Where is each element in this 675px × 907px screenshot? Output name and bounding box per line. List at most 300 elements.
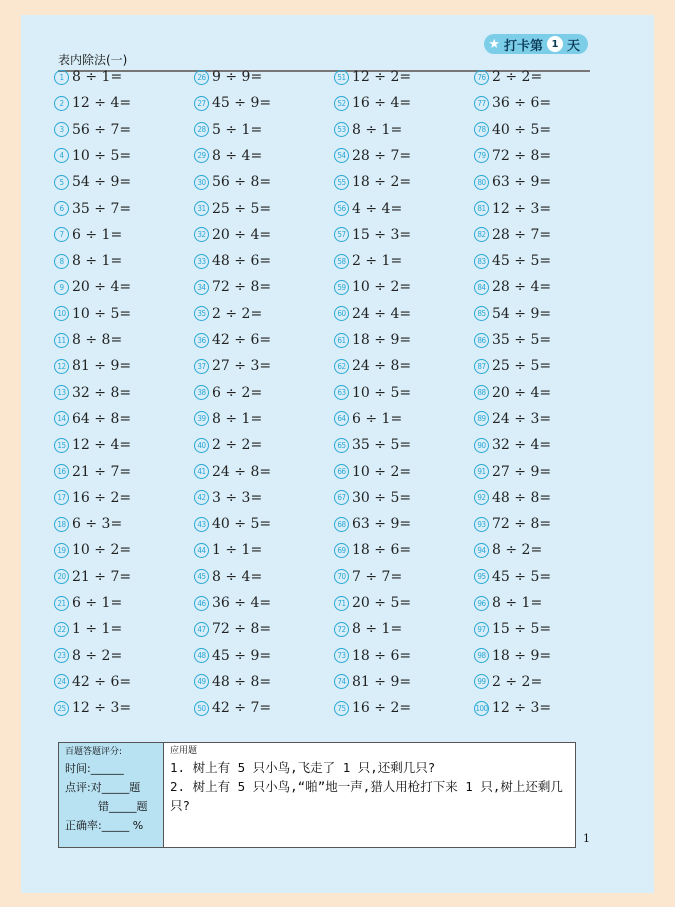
problem-number-circle: 54: [334, 148, 349, 163]
problem-number-circle: 74: [334, 674, 349, 689]
problem-number-circle: 39: [194, 411, 209, 426]
problem-expression: 2 ÷ 2=: [212, 437, 263, 454]
problem-item: [194, 593, 271, 613]
problem-expression: 18 ÷ 9=: [492, 647, 552, 664]
problem-expression: 63 ÷ 9=: [352, 516, 412, 533]
problem-expression: 2 ÷ 2=: [492, 69, 543, 85]
problem-item: [474, 67, 542, 87]
problem-expression: 6 ÷ 1=: [72, 595, 123, 611]
problem-item: [54, 435, 131, 455]
problem-item: [54, 330, 122, 350]
problem-number-circle: 77: [474, 96, 489, 111]
problem-expression: 42 ÷ 7=: [212, 700, 272, 717]
problem-number-circle: 88: [474, 385, 489, 400]
problem-item: [194, 567, 262, 587]
problem-number-circle: 97: [474, 622, 489, 637]
problem-item: [334, 462, 411, 482]
problem-number-circle: 72: [334, 622, 349, 637]
problem-expression: 6 ÷ 1=: [72, 226, 123, 243]
problem-item: [194, 383, 262, 403]
problem-expression: 45 ÷ 5=: [492, 253, 552, 270]
problem-expression: 32 ÷ 4=: [492, 437, 552, 454]
score-box: [59, 743, 164, 847]
problem-expression: 8 ÷ 4=: [212, 147, 263, 164]
problem-item: [334, 277, 411, 297]
problem-number-circle: 6: [54, 201, 69, 216]
problem-expression: 6 ÷ 1=: [352, 410, 403, 427]
problem-item: [334, 304, 411, 324]
problem-item: [334, 172, 411, 192]
problem-item: [334, 567, 402, 587]
problem-item: [334, 120, 402, 140]
problem-item: [194, 672, 271, 692]
problem-number-circle: 11: [54, 333, 69, 348]
problem-expression: 20 ÷ 5=: [352, 595, 412, 611]
problem-expression: 3 ÷ 3=: [212, 489, 263, 506]
problem-expression: 42 ÷ 6=: [212, 332, 272, 348]
problem-item: [474, 462, 551, 482]
problem-number-circle: 63: [334, 385, 349, 400]
problem-expression: 45 ÷ 9=: [212, 95, 272, 112]
problem-expression: 4 ÷ 4=: [352, 200, 403, 217]
problem-number-circle: 81: [474, 201, 489, 216]
problem-expression: 2 ÷ 2=: [212, 305, 263, 322]
problem-expression: 72 ÷ 8=: [212, 621, 272, 638]
problem-number-circle: 22: [54, 622, 69, 637]
problem-item: [54, 120, 131, 140]
problem-expression: 24 ÷ 3=: [492, 410, 552, 427]
problem-expression: 63 ÷ 9=: [492, 174, 552, 191]
badge-suffix: 天: [566, 38, 580, 54]
problem-item: [54, 593, 122, 613]
question-2: 2. 树上有 5 只小鸟,“啪”地一声,猎人用枪打下来 1 只,树上还剩几只?: [170, 779, 563, 813]
problem-number-circle: 38: [194, 385, 209, 400]
problem-item: [474, 488, 551, 508]
problem-number-circle: 91: [474, 464, 489, 479]
problem-expression: 18 ÷ 6=: [352, 647, 412, 664]
problem-item: [194, 67, 262, 87]
problem-number-circle: 52: [334, 96, 349, 111]
problem-grid: [54, 67, 594, 727]
problem-item: [474, 120, 551, 140]
problem-number-circle: 15: [54, 438, 69, 453]
problem-expression: 21 ÷ 7=: [72, 463, 132, 480]
problem-number-circle: 68: [334, 517, 349, 532]
problem-item: [334, 409, 402, 429]
problem-expression: 12 ÷ 2=: [352, 69, 412, 85]
problem-number-circle: 51: [334, 70, 349, 85]
time-field: 时间:______: [65, 762, 124, 775]
problem-item: [474, 225, 551, 245]
problem-expression: 8 ÷ 2=: [492, 542, 543, 559]
problem-expression: 8 ÷ 4=: [212, 568, 263, 585]
problem-number-circle: 67: [334, 490, 349, 505]
problem-number-circle: 40: [194, 438, 209, 453]
problem-item: [474, 567, 551, 587]
problem-item: [474, 540, 542, 560]
problem-number-circle: 89: [474, 411, 489, 426]
problem-number-circle: 42: [194, 490, 209, 505]
problem-expression: 2 ÷ 2=: [492, 673, 543, 690]
problem-item: [54, 488, 131, 508]
problem-number-circle: 10: [54, 306, 69, 321]
problem-item: [54, 251, 122, 271]
problem-expression: 48 ÷ 8=: [492, 489, 552, 506]
problem-number-circle: 14: [54, 411, 69, 426]
problem-expression: 72 ÷ 8=: [492, 516, 552, 533]
problem-number-circle: 66: [334, 464, 349, 479]
wrong-field: 错_____题: [98, 800, 148, 813]
problem-expression: 8 ÷ 1=: [72, 253, 123, 270]
problem-expression: 30 ÷ 5=: [352, 489, 412, 506]
problem-item: [334, 199, 402, 219]
page-title: 表内除法(一): [58, 53, 128, 67]
problem-item: [54, 672, 131, 692]
problem-expression: 10 ÷ 2=: [352, 279, 412, 296]
problem-expression: 8 ÷ 1=: [352, 121, 403, 138]
problem-expression: 40 ÷ 5=: [212, 516, 272, 533]
problem-number-circle: 3: [54, 122, 69, 137]
problem-number-circle: 49: [194, 674, 209, 689]
problem-item: [334, 540, 411, 560]
problem-item: [54, 356, 131, 376]
problem-number-circle: 36: [194, 333, 209, 348]
problem-number-circle: 24: [54, 674, 69, 689]
problem-item: [334, 67, 411, 87]
problem-expression: 16 ÷ 2=: [352, 700, 412, 717]
problem-expression: 20 ÷ 4=: [492, 384, 552, 401]
problem-item: [194, 356, 271, 376]
problem-number-circle: 12: [54, 359, 69, 374]
problem-number-circle: 55: [334, 175, 349, 190]
problem-expression: 2 ÷ 1=: [352, 253, 403, 270]
question-1: 1. 树上有 5 只小鸟,飞走了 1 只,还剩几只?: [170, 760, 436, 775]
problem-expression: 35 ÷ 7=: [72, 200, 132, 217]
problem-number-circle: 45: [194, 569, 209, 584]
problem-expression: 8 ÷ 1=: [212, 410, 263, 427]
problem-number-circle: 99: [474, 674, 489, 689]
problem-expression: 24 ÷ 4=: [352, 305, 412, 322]
problem-item: [474, 619, 551, 639]
problem-item: [54, 646, 122, 666]
problem-number-circle: 84: [474, 280, 489, 295]
problem-item: [474, 330, 551, 350]
problem-item: [194, 146, 262, 166]
problem-expression: 10 ÷ 2=: [72, 542, 132, 559]
problem-expression: 54 ÷ 9=: [492, 305, 552, 322]
problem-item: [334, 672, 411, 692]
problem-number-circle: 48: [194, 648, 209, 663]
problem-number-circle: 58: [334, 254, 349, 269]
problem-expression: 6 ÷ 3=: [72, 516, 123, 533]
problem-expression: 81 ÷ 9=: [352, 673, 412, 690]
problem-expression: 20 ÷ 4=: [212, 226, 272, 243]
problem-item: [194, 199, 271, 219]
application-heading: 应用题: [170, 746, 198, 756]
problem-expression: 18 ÷ 2=: [352, 174, 412, 191]
problem-number-circle: 33: [194, 254, 209, 269]
problem-number-circle: 79: [474, 148, 489, 163]
problem-number-circle: 56: [334, 201, 349, 216]
problem-item: [334, 646, 411, 666]
problem-item: [474, 199, 551, 219]
problem-number-circle: 32: [194, 227, 209, 242]
problem-expression: 8 ÷ 1=: [492, 595, 543, 611]
problem-expression: 15 ÷ 5=: [492, 621, 552, 638]
problem-item: [474, 435, 551, 455]
problem-number-circle: 83: [474, 254, 489, 269]
problem-number-circle: 27: [194, 96, 209, 111]
problem-number-circle: 90: [474, 438, 489, 453]
problem-item: [194, 172, 271, 192]
problem-number-circle: 62: [334, 359, 349, 374]
problem-expression: 6 ÷ 2=: [212, 384, 263, 401]
problem-number-circle: 44: [194, 543, 209, 558]
problem-number-circle: 80: [474, 175, 489, 190]
problem-item: [474, 383, 551, 403]
problem-item: [334, 698, 411, 718]
problem-expression: 12 ÷ 3=: [72, 700, 132, 717]
problem-number-circle: 1: [54, 70, 69, 85]
checkin-badge: [484, 34, 588, 54]
problem-number-circle: 59: [334, 280, 349, 295]
problem-item: [334, 330, 411, 350]
problem-expression: 16 ÷ 2=: [72, 489, 132, 506]
problem-item: [194, 619, 271, 639]
problem-expression: 72 ÷ 8=: [212, 279, 272, 296]
problem-expression: 35 ÷ 5=: [492, 332, 552, 348]
problem-expression: 56 ÷ 8=: [212, 174, 272, 191]
problem-item: [54, 199, 131, 219]
problem-expression: 25 ÷ 5=: [492, 358, 552, 375]
problem-number-circle: 30: [194, 175, 209, 190]
problem-item: [334, 488, 411, 508]
problem-expression: 12 ÷ 4=: [72, 95, 132, 112]
problem-item: [334, 593, 411, 613]
problem-number-circle: 26: [194, 70, 209, 85]
problem-item: [54, 383, 131, 403]
problem-item: [474, 146, 551, 166]
problem-item: [474, 93, 551, 113]
problem-expression: 1 ÷ 1=: [212, 542, 263, 559]
problem-number-circle: 93: [474, 517, 489, 532]
problem-item: [54, 567, 131, 587]
problem-number-circle: 50: [194, 701, 209, 716]
problem-number-circle: 2: [54, 96, 69, 111]
score-heading: 百题答题评分:: [65, 747, 123, 757]
problem-item: [334, 356, 411, 376]
problem-item: [474, 251, 551, 271]
problem-number-circle: 64: [334, 411, 349, 426]
problem-item: [194, 304, 262, 324]
problem-expression: 81 ÷ 9=: [72, 358, 132, 375]
problem-expression: 10 ÷ 5=: [72, 147, 132, 164]
problem-number-circle: 82: [474, 227, 489, 242]
problem-expression: 45 ÷ 9=: [212, 647, 272, 664]
problem-number-circle: 95: [474, 569, 489, 584]
problem-item: [474, 672, 542, 692]
problem-item: [194, 540, 262, 560]
problem-expression: 24 ÷ 8=: [212, 463, 272, 480]
problem-number-circle: 60: [334, 306, 349, 321]
problem-expression: 8 ÷ 8=: [72, 332, 123, 348]
problem-expression: 10 ÷ 5=: [352, 384, 412, 401]
problem-item: [334, 225, 411, 245]
problem-item: [54, 277, 131, 297]
star-icon: ★: [488, 36, 500, 52]
problem-item: [54, 462, 131, 482]
problem-item: [194, 435, 262, 455]
problem-item: [474, 172, 551, 192]
problem-number-circle: 21: [54, 596, 69, 611]
problem-expression: 1 ÷ 1=: [72, 621, 123, 638]
problem-item: [54, 409, 131, 429]
problem-item: [334, 146, 411, 166]
problem-number-circle: 100: [474, 701, 489, 716]
problem-expression: 45 ÷ 5=: [492, 568, 552, 585]
problem-number-circle: 5: [54, 175, 69, 190]
problem-item: [194, 93, 271, 113]
problem-expression: 28 ÷ 4=: [492, 279, 552, 296]
problem-number-circle: 8: [54, 254, 69, 269]
problem-item: [54, 304, 131, 324]
problem-expression: 15 ÷ 3=: [352, 226, 412, 243]
problem-number-circle: 76: [474, 70, 489, 85]
problem-expression: 27 ÷ 9=: [492, 463, 552, 480]
problem-expression: 7 ÷ 7=: [352, 568, 403, 585]
problem-expression: 40 ÷ 5=: [492, 121, 552, 138]
problem-item: [474, 646, 551, 666]
day-number: 1: [547, 36, 563, 52]
problem-item: [194, 277, 271, 297]
problem-item: [54, 540, 131, 560]
problem-expression: 9 ÷ 9=: [212, 69, 263, 85]
problem-item: [474, 409, 551, 429]
problem-item: [194, 462, 271, 482]
problem-number-circle: 29: [194, 148, 209, 163]
problem-number-circle: 41: [194, 464, 209, 479]
problem-number-circle: 96: [474, 596, 489, 611]
problem-expression: 64 ÷ 8=: [72, 410, 132, 427]
problem-item: [54, 93, 131, 113]
problem-expression: 35 ÷ 5=: [352, 437, 412, 454]
problem-number-circle: 75: [334, 701, 349, 716]
problem-number-circle: 25: [54, 701, 69, 716]
problem-number-circle: 46: [194, 596, 209, 611]
problem-number-circle: 86: [474, 333, 489, 348]
problem-item: [474, 277, 551, 297]
problem-number-circle: 20: [54, 569, 69, 584]
problem-number-circle: 53: [334, 122, 349, 137]
problem-number-circle: 17: [54, 490, 69, 505]
problem-number-circle: 73: [334, 648, 349, 663]
problem-expression: 8 ÷ 1=: [72, 69, 123, 85]
problem-number-circle: 87: [474, 359, 489, 374]
problem-number-circle: 16: [54, 464, 69, 479]
problem-item: [474, 356, 551, 376]
application-questions: [164, 743, 575, 847]
problem-expression: 12 ÷ 3=: [492, 200, 552, 217]
problem-number-circle: 78: [474, 122, 489, 137]
problem-expression: 42 ÷ 6=: [72, 673, 132, 690]
problem-number-circle: 23: [54, 648, 69, 663]
problem-number-circle: 71: [334, 596, 349, 611]
problem-item: [194, 225, 271, 245]
page-number: 1: [583, 832, 590, 845]
problem-number-circle: 43: [194, 517, 209, 532]
problem-number-circle: 9: [54, 280, 69, 295]
problem-expression: 12 ÷ 4=: [72, 437, 132, 454]
problem-number-circle: 37: [194, 359, 209, 374]
problem-expression: 54 ÷ 9=: [72, 174, 132, 191]
problem-number-circle: 13: [54, 385, 69, 400]
problem-item: [194, 514, 271, 534]
problem-number-circle: 7: [54, 227, 69, 242]
problem-number-circle: 28: [194, 122, 209, 137]
problem-item: [194, 698, 271, 718]
problem-number-circle: 57: [334, 227, 349, 242]
problem-item: [334, 251, 402, 271]
problem-expression: 24 ÷ 8=: [352, 358, 412, 375]
problem-expression: 10 ÷ 5=: [72, 305, 132, 322]
problem-number-circle: 69: [334, 543, 349, 558]
problem-expression: 56 ÷ 7=: [72, 121, 132, 138]
problem-item: [54, 225, 122, 245]
problem-number-circle: 61: [334, 333, 349, 348]
problem-item: [474, 514, 551, 534]
problem-item: [474, 698, 551, 718]
problem-expression: 36 ÷ 4=: [212, 595, 272, 611]
problem-number-circle: 98: [474, 648, 489, 663]
problem-expression: 10 ÷ 2=: [352, 463, 412, 480]
problem-item: [194, 488, 262, 508]
problem-expression: 5 ÷ 1=: [212, 121, 263, 138]
problem-item: [54, 514, 122, 534]
accuracy-field: 正确率:_____ %: [65, 819, 144, 832]
problem-expression: 8 ÷ 1=: [352, 621, 403, 638]
problem-expression: 25 ÷ 5=: [212, 200, 272, 217]
problem-number-circle: 65: [334, 438, 349, 453]
problem-number-circle: 47: [194, 622, 209, 637]
problem-item: [54, 698, 131, 718]
problem-expression: 20 ÷ 4=: [72, 279, 132, 296]
correct-field: 点评:对_____题: [65, 781, 141, 794]
problem-item: [334, 435, 411, 455]
problem-number-circle: 19: [54, 543, 69, 558]
problem-expression: 18 ÷ 6=: [352, 542, 412, 559]
bottom-panel: [58, 742, 576, 848]
problem-expression: 27 ÷ 3=: [212, 358, 272, 375]
problem-number-circle: 70: [334, 569, 349, 584]
problem-number-circle: 92: [474, 490, 489, 505]
problem-item: [334, 514, 411, 534]
problem-item: [54, 619, 122, 639]
problem-expression: 16 ÷ 4=: [352, 95, 412, 112]
problem-expression: 21 ÷ 7=: [72, 568, 132, 585]
problem-expression: 48 ÷ 6=: [212, 253, 272, 270]
badge-prefix: 打卡第: [503, 38, 543, 54]
problem-item: [334, 619, 402, 639]
problem-number-circle: 18: [54, 517, 69, 532]
problem-item: [474, 304, 551, 324]
problem-expression: 18 ÷ 9=: [352, 332, 412, 348]
problem-item: [54, 146, 131, 166]
problem-expression: 32 ÷ 8=: [72, 384, 132, 401]
problem-expression: 28 ÷ 7=: [352, 147, 412, 164]
problem-number-circle: 4: [54, 148, 69, 163]
problem-item: [334, 93, 411, 113]
problem-expression: 8 ÷ 2=: [72, 647, 123, 664]
